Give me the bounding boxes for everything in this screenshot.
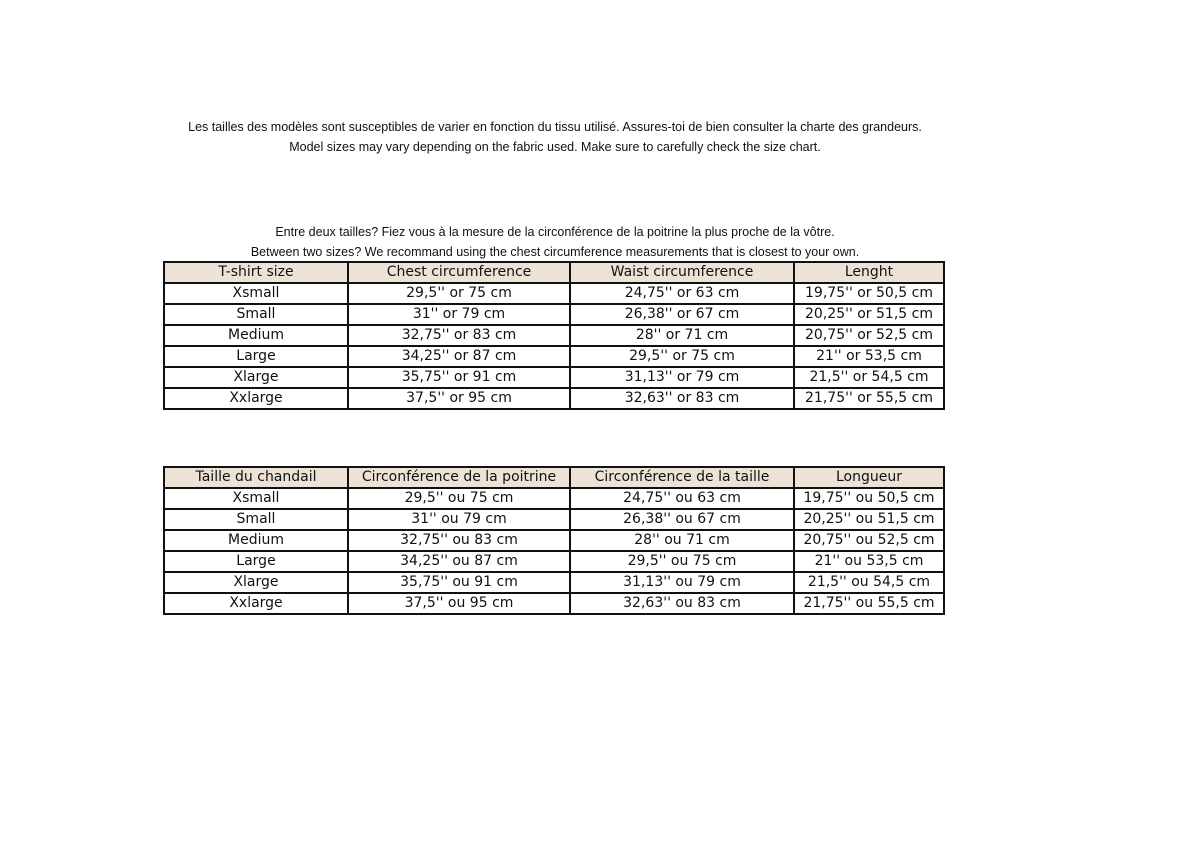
table-row xyxy=(164,551,944,572)
length-cell: 19,75'' ou 50,5 cm xyxy=(794,488,944,509)
size-cell: Large xyxy=(164,346,348,367)
chest-cell: 34,25'' ou 87 cm xyxy=(348,551,570,572)
column-header-length: Longueur xyxy=(794,467,944,488)
column-header-size: T-shirt size xyxy=(164,262,348,283)
length-cell: 21,5'' ou 54,5 cm xyxy=(794,572,944,593)
table-row xyxy=(164,388,944,409)
chest-cell: 37,5'' or 95 cm xyxy=(348,388,570,409)
table-row xyxy=(164,572,944,593)
waist-cell: 24,75'' ou 63 cm xyxy=(570,488,794,509)
table-row xyxy=(164,509,944,530)
size-cell: Medium xyxy=(164,325,348,346)
chest-cell: 37,5'' ou 95 cm xyxy=(348,593,570,614)
chest-cell: 34,25'' or 87 cm xyxy=(348,346,570,367)
table-row xyxy=(164,488,944,509)
column-header-chest: Chest circumference xyxy=(348,262,570,283)
length-cell: 21,75'' ou 55,5 cm xyxy=(794,593,944,614)
waist-cell: 24,75'' or 63 cm xyxy=(570,283,794,304)
chest-cell: 29,5'' or 75 cm xyxy=(348,283,570,304)
chest-cell: 35,75'' or 91 cm xyxy=(348,367,570,388)
between-sizes-note-french: Entre deux tailles? Fiez vous à la mesure de la circonférence de la poitrine la plus proche de la vôtre. xyxy=(275,225,835,239)
length-cell: 19,75'' or 50,5 cm xyxy=(794,283,944,304)
size-chart-english xyxy=(163,261,945,410)
size-cell: Xxlarge xyxy=(164,593,348,614)
waist-cell: 26,38'' ou 67 cm xyxy=(570,509,794,530)
table-row xyxy=(164,304,944,325)
waist-cell: 31,13'' or 79 cm xyxy=(570,367,794,388)
length-cell: 21,5'' or 54,5 cm xyxy=(794,367,944,388)
table-row xyxy=(164,346,944,367)
chest-cell: 31'' or 79 cm xyxy=(348,304,570,325)
length-cell: 20,25'' or 51,5 cm xyxy=(794,304,944,325)
size-cell: Xlarge xyxy=(164,367,348,388)
fabric-note-english: Model sizes may vary depending on the fabric used. Make sure to carefully check the size chart. xyxy=(289,140,821,154)
waist-cell: 28'' ou 71 cm xyxy=(570,530,794,551)
length-cell: 21'' ou 53,5 cm xyxy=(794,551,944,572)
waist-cell: 28'' or 71 cm xyxy=(570,325,794,346)
column-header-size: Taille du chandail xyxy=(164,467,348,488)
length-cell: 20,75'' or 52,5 cm xyxy=(794,325,944,346)
length-cell: 20,75'' ou 52,5 cm xyxy=(794,530,944,551)
size-cell: Xlarge xyxy=(164,572,348,593)
table-row xyxy=(164,325,944,346)
between-sizes-note-english: Between two sizes? We recommand using the chest circumference measurements that is closest to your own. xyxy=(250,245,860,259)
column-header-waist: Circonférence de la taille xyxy=(570,467,794,488)
table-row xyxy=(164,283,944,304)
size-cell: Small xyxy=(164,509,348,530)
waist-cell: 26,38'' or 67 cm xyxy=(570,304,794,325)
table-header-row xyxy=(164,262,944,283)
waist-cell: 32,63'' or 83 cm xyxy=(570,388,794,409)
size-cell: Xxlarge xyxy=(164,388,348,409)
chest-cell: 35,75'' ou 91 cm xyxy=(348,572,570,593)
table-row xyxy=(164,530,944,551)
column-header-length: Lenght xyxy=(794,262,944,283)
table-row xyxy=(164,593,944,614)
waist-cell: 29,5'' or 75 cm xyxy=(570,346,794,367)
column-header-waist: Waist circumference xyxy=(570,262,794,283)
table-row xyxy=(164,367,944,388)
chest-cell: 31'' ou 79 cm xyxy=(348,509,570,530)
fabric-note-french: Les tailles des modèles sont susceptibles de varier en fonction du tissu utilisé. Assures-toi de bien consulter la charte des grandeurs. xyxy=(188,120,922,134)
waist-cell: 32,63'' ou 83 cm xyxy=(570,593,794,614)
length-cell: 21'' or 53,5 cm xyxy=(794,346,944,367)
size-cell: Xsmall xyxy=(164,283,348,304)
chest-cell: 32,75'' ou 83 cm xyxy=(348,530,570,551)
waist-cell: 31,13'' ou 79 cm xyxy=(570,572,794,593)
waist-cell: 29,5'' ou 75 cm xyxy=(570,551,794,572)
length-cell: 21,75'' or 55,5 cm xyxy=(794,388,944,409)
size-cell: Large xyxy=(164,551,348,572)
chest-cell: 29,5'' ou 75 cm xyxy=(348,488,570,509)
column-header-chest: Circonférence de la poitrine xyxy=(348,467,570,488)
length-cell: 20,25'' ou 51,5 cm xyxy=(794,509,944,530)
size-chart-french xyxy=(163,466,945,615)
size-cell: Medium xyxy=(164,530,348,551)
size-cell: Xsmall xyxy=(164,488,348,509)
table-header-row xyxy=(164,467,944,488)
chest-cell: 32,75'' or 83 cm xyxy=(348,325,570,346)
size-cell: Small xyxy=(164,304,348,325)
